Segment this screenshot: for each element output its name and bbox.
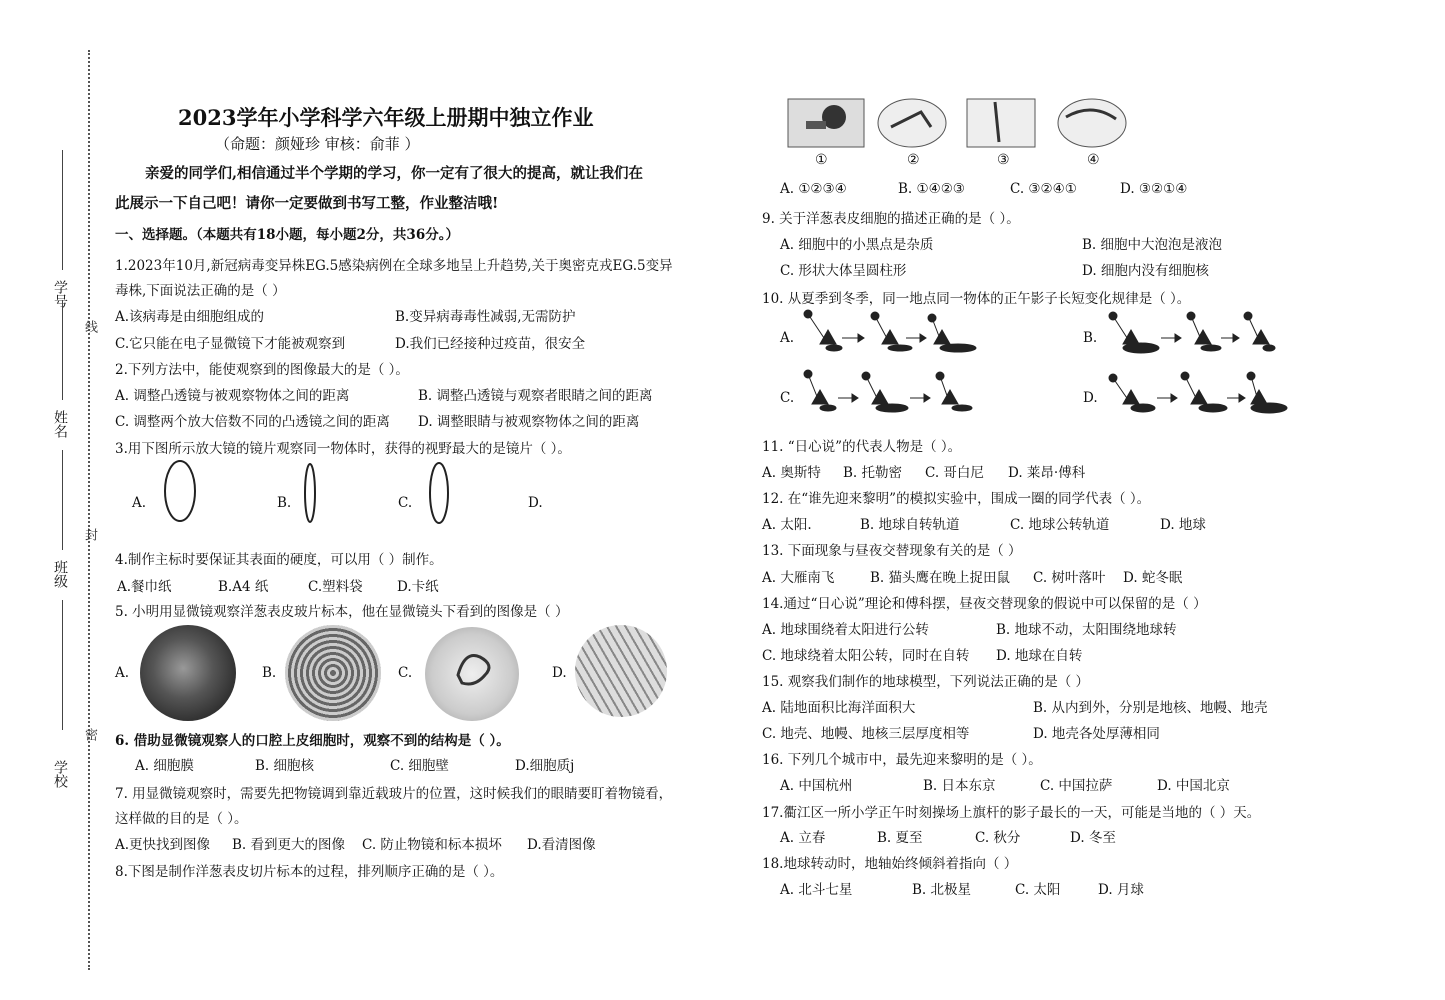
- intro-line-1: 亲爱的同学们,相信通过半个学期的学习，你一定有了很大的提高，就让我们在: [145, 165, 644, 182]
- q16-option-d: D. 中国北京: [1157, 778, 1230, 794]
- q13-option-c: C. 树叶落叶: [1033, 570, 1106, 586]
- q4-stem: 4.制作主标时要保证其表面的硬度，可以用（ ）制作。: [115, 552, 443, 568]
- q10-diagram-b: [1103, 308, 1283, 358]
- q1-option-d: D.我们已经接种过疫苗，很安全: [395, 336, 586, 352]
- q14-option-a: A. 地球围绕着太阳进行公转: [762, 622, 929, 638]
- q12-option-c: C. 地球公转轨道: [1010, 517, 1110, 533]
- q5-option-c: C.: [398, 665, 413, 681]
- q8-option-a: A. ①②③④: [780, 181, 847, 197]
- q9-option-a: A. 细胞中的小黑点是杂质: [780, 237, 934, 253]
- q18-option-c: C. 太阳: [1015, 882, 1061, 898]
- q15-option-b: B. 从内到外，分别是地核、地幔、地壳: [1033, 700, 1268, 716]
- q10-diagram-a: [800, 308, 980, 358]
- q8-option-c: C. ③②④①: [1010, 181, 1077, 197]
- q14-option-d: D. 地球在自转: [996, 648, 1083, 664]
- q8-label-4: ④: [1087, 152, 1100, 168]
- q12-option-b: B. 地球自转轨道: [860, 517, 960, 533]
- q15-stem: 15. 观察我们制作的地球模型，下列说法正确的是（ ）: [762, 674, 1090, 690]
- q6-stem: 6. 借助显微镜观察人的口腔上皮细胞时，观察不到的结构是（ ）。: [115, 733, 510, 749]
- q11-option-d: D. 莱昂·傅科: [1008, 465, 1086, 481]
- q4-option-a: A.餐巾纸: [117, 579, 172, 595]
- intro-line-2: 此展示一下自己吧！请你一定要做到书写工整，作业整洁哦!: [115, 195, 499, 212]
- q3-lens-c: [425, 460, 453, 526]
- q12-stem: 12. 在“谁先迎来黎明”的模拟实验中，围成一圈的同学代表（ ）。: [762, 491, 1151, 507]
- q5-image-a: [140, 625, 236, 721]
- q3-option-b: B.: [277, 495, 292, 511]
- q17-option-a: A. 立春: [780, 830, 826, 846]
- q18-stem: 18.地球转动时，地轴始终倾斜着指向（ ）: [762, 856, 1018, 872]
- q5-stem: 5. 小明用显微镜观察洋葱表皮玻片标本，他在显微镜头下看到的图像是（ ）: [115, 604, 569, 620]
- q12-option-d: D. 地球: [1160, 517, 1206, 533]
- q17-stem: 17.衢江区一所小学正午时刻操场上旗杆的影子最长的一天，可能是当地的（ ）天。: [762, 805, 1261, 821]
- q16-option-c: C. 中国拉萨: [1040, 778, 1113, 794]
- q18-option-d: D. 月球: [1098, 882, 1144, 898]
- q18-option-a: A. 北斗七星: [780, 882, 853, 898]
- q16-stem: 16. 下列几个城市中，最先迎来黎明的是（ ）。: [762, 752, 1042, 768]
- q15-option-d: D. 地壳各处厚薄相同: [1033, 726, 1160, 742]
- name-label: 姓名: [52, 410, 68, 438]
- q15-option-a: A. 陆地面积比海洋面积大: [762, 700, 916, 716]
- secret-mark: 密: [82, 728, 97, 741]
- q18-option-b: B. 北极星: [912, 882, 972, 898]
- q3-lens-a: [160, 458, 200, 524]
- q7-option-b: B. 看到更大的图像: [232, 837, 346, 853]
- q17-option-d: D. 冬至: [1070, 830, 1116, 846]
- q9-stem: 9. 关于洋葱表皮细胞的描述正确的是（ ）。: [762, 211, 1020, 227]
- q6-option-b: B. 细胞核: [255, 758, 315, 774]
- q12-option-a: A. 太阳.: [762, 517, 812, 533]
- q7-option-a: A.更快找到图像: [115, 837, 211, 853]
- q3-stem: 3.用下图所示放大镜的镜片观察同一物体时，获得的视野最大的是镜片（ ）。: [115, 441, 571, 457]
- q11-option-a: A. 奥斯特: [762, 465, 821, 481]
- q13-stem: 13. 下面现象与昼夜交替现象有关的是（ ）: [762, 543, 1022, 559]
- q7-stem-1: 7. 用显微镜观察时，需要先把物镜调到靠近载玻片的位置，这时候我们的眼睛要盯着物镜看，: [115, 786, 673, 802]
- page-title: 2023学年小学科学六年级上册期中独立作业: [178, 105, 594, 130]
- q11-option-c: C. 哥白尼: [925, 465, 984, 481]
- q1-option-b: B.变异病毒毒性减弱,无需防护: [395, 309, 576, 325]
- q7-option-c: C. 防止物镜和标本损坏: [362, 837, 502, 853]
- q8-figure-2: [876, 97, 948, 149]
- student-no-line: [62, 150, 63, 270]
- q9-option-b: B. 细胞中大泡泡是液泡: [1082, 237, 1223, 253]
- q2-option-a: A. 调整凸透镜与被观察物体之间的距离: [115, 388, 350, 404]
- q1-option-a: A.该病毒是由细胞组成的: [115, 309, 265, 325]
- q5-option-d: D.: [552, 665, 567, 681]
- q14-option-c: C. 地球绕着太阳公转，同时在自转: [762, 648, 970, 664]
- binding-dotted-line: [88, 50, 90, 970]
- q2-option-b: B. 调整凸透镜与观察者眼睛之间的距离: [418, 388, 653, 404]
- q10-stem: 10. 从夏季到冬季，同一地点同一物体的正午影子长短变化规律是（ ）。: [762, 291, 1191, 307]
- q9-option-c: C. 形状大体呈圆柱形: [780, 263, 907, 279]
- q13-option-b: B. 猫头鹰在晚上捉田鼠: [870, 570, 1011, 586]
- q3-option-a: A.: [132, 495, 147, 511]
- q4-option-b: B.A4 纸: [218, 579, 269, 595]
- q8-figure-3: [965, 97, 1037, 149]
- q3-option-d: D.: [528, 495, 543, 511]
- name-line: [62, 450, 63, 550]
- q8-stem: 8.下图是制作洋葱表皮切片标本的过程，排列顺序正确的是（ ）。: [115, 864, 504, 880]
- q5-cell-shape: [450, 645, 500, 695]
- section-heading: 一、选择题。（本题共有18小题，每小题2分，共36分。）: [115, 227, 459, 243]
- q10-option-c: C.: [780, 390, 795, 406]
- q3-lens-b: [300, 462, 320, 524]
- q10-option-d: D.: [1083, 390, 1098, 406]
- q7-stem-2: 这样做的目的是（ ）。: [115, 811, 248, 827]
- class-label: 班级: [52, 560, 68, 588]
- q6-option-d: D.细胞质j: [515, 758, 575, 774]
- q2-option-d: D. 调整眼睛与被观察物体之间的距离: [418, 414, 640, 430]
- q14-stem: 14.通过“日心说”理论和傅科摆，昼夜交替现象的假说中可以保留的是（ ）: [762, 596, 1207, 612]
- q2-stem: 2.下列方法中，能使观察到的图像最大的是（ ）。: [115, 362, 409, 378]
- q5-option-b: B.: [262, 665, 277, 681]
- line-mark: 线: [82, 320, 97, 333]
- q13-option-d: D. 蛇冬眠: [1123, 570, 1183, 586]
- q5-image-b: [285, 625, 381, 721]
- seal-mark: 封: [82, 528, 97, 541]
- q17-option-b: B. 夏至: [877, 830, 923, 846]
- q5-image-d: [575, 625, 667, 717]
- q16-option-a: A. 中国杭州: [780, 778, 853, 794]
- q1-stem-1: 1.2023年10月,新冠病毒变异株EG.5感染病例在全球多地呈上升趋势,关于奥密克戎EG.5变异: [115, 258, 673, 274]
- q15-option-c: C. 地壳、地幔、地核三层厚度相等: [762, 726, 970, 742]
- q3-option-c: C.: [398, 495, 413, 511]
- q7-option-d: D.看清图像: [527, 837, 596, 853]
- q10-diagram-d: [1103, 368, 1288, 418]
- q6-option-c: C. 细胞壁: [390, 758, 449, 774]
- q8-label-3: ③: [997, 152, 1010, 168]
- q2-option-c: C. 调整两个放大倍数不同的凸透镜之间的距离: [115, 414, 390, 430]
- q17-option-c: C. 秋分: [975, 830, 1021, 846]
- q16-option-b: B. 日本东京: [923, 778, 996, 794]
- school-label: 学校: [52, 760, 68, 788]
- q8-figure-4: [1056, 97, 1128, 149]
- q6-option-a: A. 细胞膜: [135, 758, 194, 774]
- subtitle: （命题：颜娅珍 审核：俞菲 ）: [215, 135, 420, 153]
- q9-option-d: D. 细胞内没有细胞核: [1082, 263, 1209, 279]
- q4-option-d: D.卡纸: [397, 579, 439, 595]
- q8-label-1: ①: [815, 152, 828, 168]
- q4-option-c: C.塑料袋: [308, 579, 363, 595]
- q8-option-d: D. ③②①④: [1120, 181, 1188, 197]
- q1-option-c: C.它只能在电子显微镜下才能被观察到: [115, 336, 346, 352]
- q10-diagram-c: [800, 368, 980, 418]
- name-line-top: [62, 300, 63, 400]
- q10-option-a: A.: [780, 330, 795, 346]
- q13-option-a: A. 大雁南飞: [762, 570, 835, 586]
- q8-option-b: B. ①④②③: [898, 181, 965, 197]
- q11-option-b: B. 托勒密: [843, 465, 903, 481]
- q1-stem-2: 毒株,下面说法正确的是（ ）: [115, 283, 286, 299]
- q14-option-b: B. 地球不动，太阳围绕地球转: [996, 622, 1177, 638]
- q8-figure-1: [786, 97, 866, 149]
- q5-option-a: A.: [115, 665, 130, 681]
- q8-label-2: ②: [907, 152, 920, 168]
- q10-option-b: B.: [1083, 330, 1098, 346]
- q11-stem: 11. “日心说”的代表人物是（ ）。: [762, 439, 962, 455]
- student-no-label: 学号: [52, 280, 68, 308]
- class-line: [62, 600, 63, 730]
